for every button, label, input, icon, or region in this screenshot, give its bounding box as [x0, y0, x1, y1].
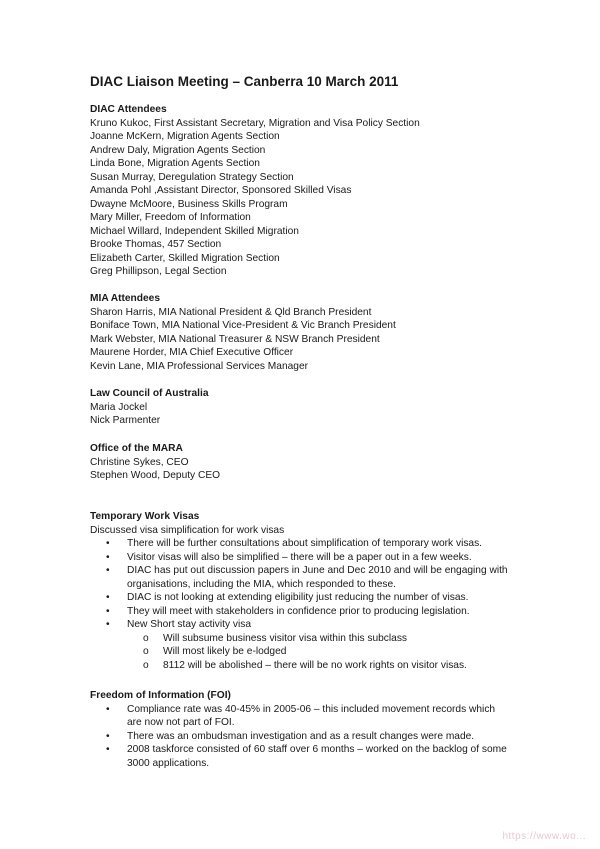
list-item: • DIAC has put out discussion papers in June and Dec 2010 and will be engaging with organisations, including the MIA, which responded to these.	[106, 565, 508, 590]
bullet-icon: •	[106, 605, 110, 617]
bullet-icon: •	[106, 538, 110, 549]
section-heading: Temporary Work Visas	[90, 511, 200, 522]
list-item: • There will be further consultations about simplification of temporary work visas.	[106, 538, 483, 549]
list-item: • They will meet with stakeholders in confidence prior to producing legislation.	[106, 605, 470, 617]
list-item: • There was an ombudsman investigation and as a result changes were made.	[106, 730, 475, 742]
attendee: Maurene Horder, MIA Chief Executive Officer	[90, 347, 294, 358]
list-item: o Will most likely be e-lodged	[143, 646, 287, 657]
attendee: Joanne McKern, Migration Agents Section	[90, 131, 280, 142]
attendee: Elizabeth Carter, Skilled Migration Section	[90, 252, 280, 264]
circle-bullet-icon: o	[143, 659, 149, 671]
attendee: Maria Jockel	[90, 401, 148, 413]
attendee: Christine Sykes, CEO	[90, 456, 189, 468]
foi-section	[90, 689, 510, 770]
temporary-work-visas-section	[90, 510, 510, 672]
bullet-icon: •	[106, 551, 110, 563]
section-heading: Freedom of Information (FOI)	[90, 690, 231, 701]
law-council-section	[90, 387, 209, 428]
circle-bullet-icon: o	[143, 646, 149, 657]
mia-attendees-section	[90, 292, 396, 373]
attendee: Andrew Daly, Migration Agents Section	[90, 144, 266, 156]
list-item: • DIAC is not looking at extending eligibility just reducing the number of visas.	[106, 592, 469, 603]
attendee: Dwayne McMoore, Business Skills Program	[90, 198, 288, 210]
bullet-icon: •	[106, 730, 110, 742]
attendee: Michael Willard, Independent Skilled Migration	[90, 225, 299, 237]
bullet-icon: •	[106, 619, 110, 630]
bullet-list	[90, 537, 510, 632]
bullet-icon: •	[106, 565, 110, 576]
bullet-icon: •	[106, 592, 110, 603]
attendee: Nick Parmenter	[90, 415, 161, 426]
attendee: Kruno Kukoc, First Assistant Secretary, Migration and Visa Policy Section	[90, 117, 420, 129]
list-item: • 2008 taskforce consisted of 60 staff over 6 months – worked on the backlog of some 3000 applications.	[106, 744, 507, 769]
list-item: o 8112 will be abolished – there will be no work rights on visitor visas.	[143, 659, 467, 671]
section-heading: Law Council of Australia	[90, 388, 209, 399]
attendee: Brooke Thomas, 457 Section	[90, 239, 222, 250]
attendee: Boniface Town, MIA National Vice-President & Vic Branch President	[90, 320, 396, 331]
circle-bullet-icon: o	[143, 632, 149, 644]
attendee: Mary Miller, Freedom of Information	[90, 212, 251, 223]
section-heading: DIAC Attendees	[90, 104, 167, 115]
list-item: o Will subsume business visitor visa within this subclass	[143, 632, 408, 644]
attendee: Amanda Pohl ,Assistant Director, Sponsored Skilled Visas	[90, 185, 352, 196]
page-title: DIAC Liaison Meeting – Canberra 10 March 2011	[90, 74, 399, 89]
attendee: Linda Bone, Migration Agents Section	[90, 158, 260, 169]
section-intro: Discussed visa simplification for work visas	[90, 524, 285, 536]
section-heading: Office of the MARA	[90, 443, 183, 454]
attendee: Susan Murray, Deregulation Strategy Section	[90, 171, 294, 183]
attendee: Greg Phillipson, Legal Section	[90, 266, 227, 277]
list-item: • Visitor visas will also be simplified – there will be a paper out in a few weeks.	[106, 551, 472, 563]
mara-section	[90, 442, 220, 483]
attendee: Stephen Wood, Deputy CEO	[90, 470, 221, 481]
bullet-icon: •	[106, 744, 110, 755]
attendee: Kevin Lane, MIA Professional Services Manager	[90, 360, 309, 372]
section-heading: MIA Attendees	[90, 293, 160, 304]
list-item: • New Short stay activity visa	[106, 619, 251, 630]
attendee: Sharon Harris, MIA National President & Qld Branch President	[90, 306, 372, 318]
attendee: Mark Webster, MIA National Treasurer & NSW Branch President	[90, 333, 380, 345]
bullet-icon: •	[106, 703, 110, 715]
watermark: https://www.wo...	[502, 830, 586, 842]
sub-bullet-list	[90, 632, 510, 673]
bullet-list	[90, 703, 510, 771]
list-item: • Compliance rate was 40-45% in 2005-06 – this included movement records which are now not part of FOI.	[106, 703, 496, 728]
diac-attendees-section	[90, 103, 420, 279]
